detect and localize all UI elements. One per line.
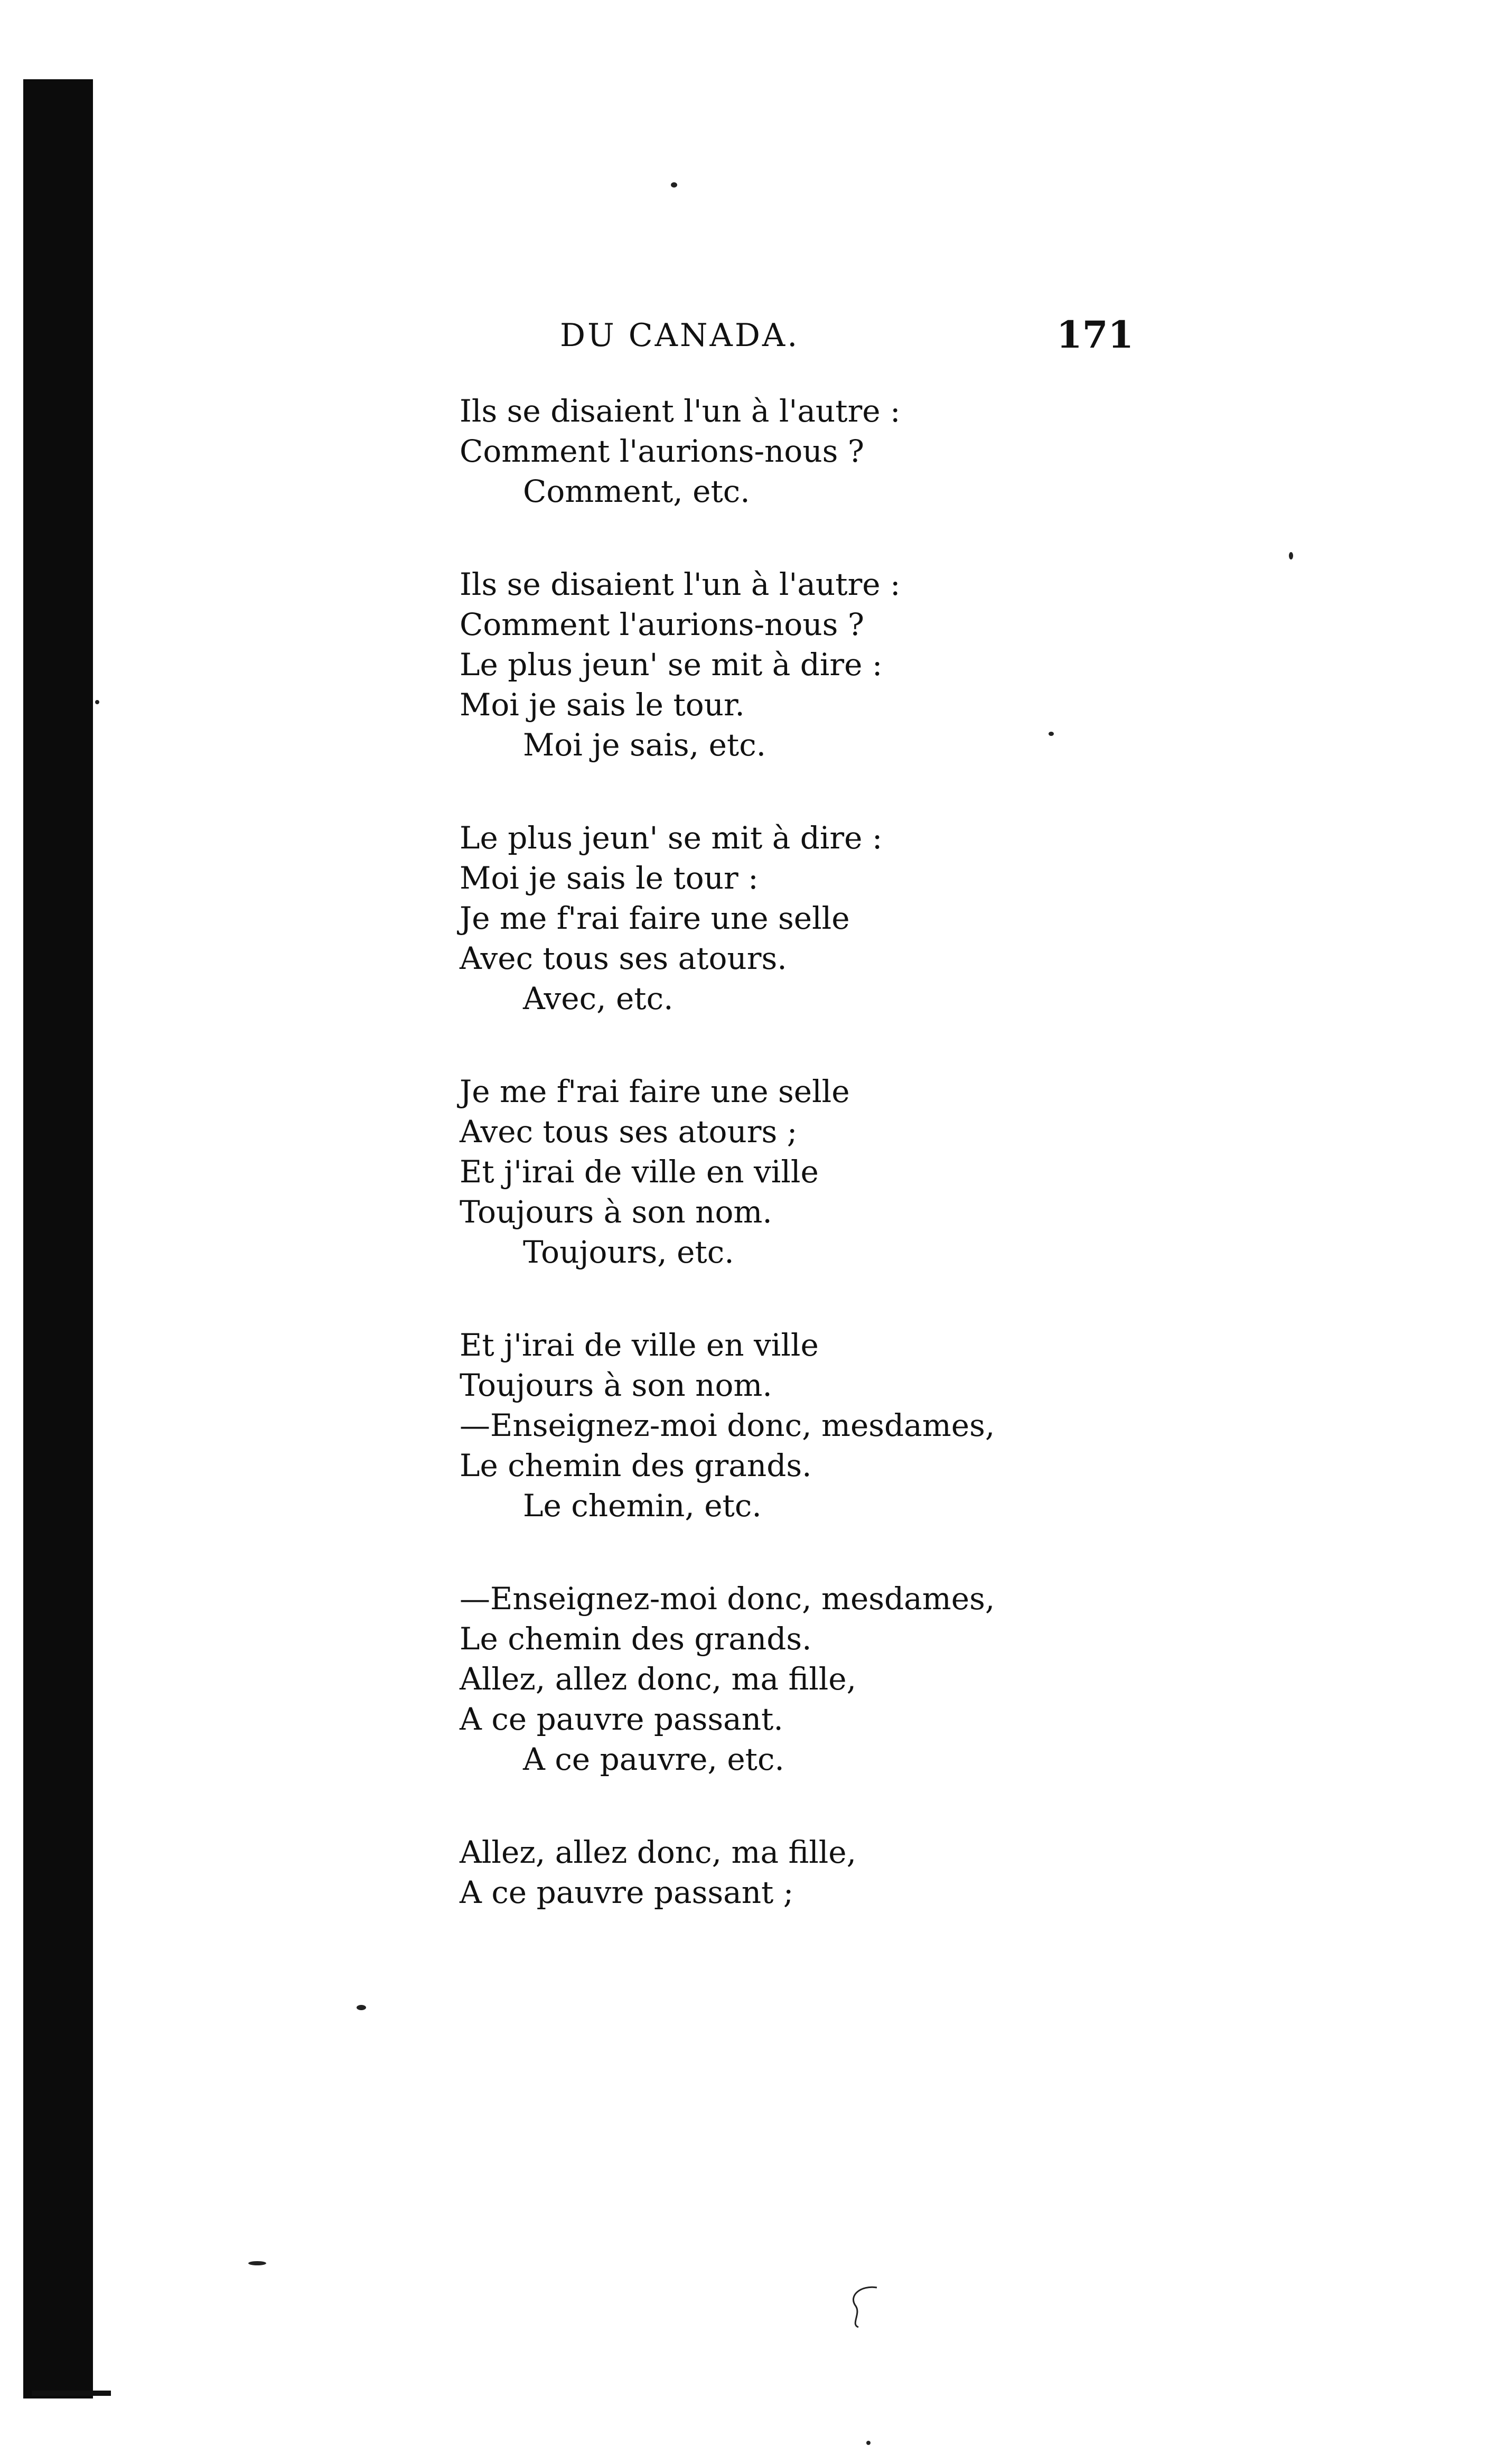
verse-line: Comment l'aurions-nous ? — [460, 433, 864, 469]
verse-line: Comment l'aurions-nous ? — [460, 606, 864, 642]
scan-speck — [357, 2005, 366, 2010]
verse-line: Le plus jeun' se mit à dire : — [460, 647, 883, 683]
refrain-line: A ce pauvre, etc. — [523, 1741, 784, 1777]
verse-line: Allez, allez donc, ma fille, — [460, 1661, 857, 1697]
pencil-mark — [845, 2282, 882, 2330]
binding-edge-foot — [32, 2391, 111, 2396]
verse-line: Le chemin des grands. — [460, 1448, 812, 1483]
verse-line: A ce pauvre passant ; — [460, 1874, 794, 1910]
scan-speck — [1289, 552, 1293, 559]
verse-line: A ce pauvre passant. — [460, 1701, 783, 1737]
stanza — [460, 391, 1146, 511]
page-number: 171 — [1056, 313, 1134, 357]
scan-speck — [866, 2441, 871, 2445]
verse-line: Ils se disaient l'un à l'autre : — [460, 393, 901, 429]
scan-speck — [1049, 732, 1054, 736]
scan-speck — [248, 2261, 266, 2265]
verse-line: —Enseignez-moi donc, mesdames, — [460, 1581, 995, 1617]
verse-line: —Enseignez-moi donc, mesdames, — [460, 1407, 995, 1443]
verse-line: Je me f'rai faire une selle — [460, 900, 850, 936]
refrain-line: Le chemin, etc. — [523, 1488, 762, 1524]
refrain-line: Avec, etc. — [523, 981, 674, 1016]
verse-line: Et j'irai de ville en ville — [460, 1327, 819, 1363]
refrain-line: Moi je sais, etc. — [523, 727, 766, 763]
stanza — [460, 818, 1146, 1019]
stanza — [460, 1325, 1146, 1526]
verse-line: Moi je sais le tour : — [460, 860, 759, 896]
verse-line: Avec tous ses atours. — [460, 940, 787, 976]
refrain-line: Comment, etc. — [523, 473, 750, 509]
verse-line: Avec tous ses atours ; — [460, 1114, 798, 1150]
scan-speck — [95, 700, 99, 704]
poem-body — [460, 391, 1146, 1912]
stanza — [460, 1832, 1146, 1912]
verse-line: Ils se disaient l'un à l'autre : — [460, 566, 901, 602]
verse-line: Le plus jeun' se mit à dire : — [460, 820, 883, 856]
verse-line: Je me f'rai faire une selle — [460, 1074, 850, 1109]
verse-line: Moi je sais le tour. — [460, 687, 745, 723]
stanza — [460, 564, 1146, 765]
verse-line: Le chemin des grands. — [460, 1621, 812, 1657]
verse-line: Toujours à son nom. — [460, 1194, 772, 1230]
verse-line: Allez, allez donc, ma fille, — [460, 1834, 857, 1870]
stanza — [460, 1071, 1146, 1272]
running-head: DU CANADA. — [560, 317, 800, 354]
verse-line: Et j'irai de ville en ville — [460, 1154, 819, 1190]
scan-speck — [671, 182, 677, 188]
binding-edge — [23, 79, 93, 2398]
verse-line: Toujours à son nom. — [460, 1367, 772, 1403]
stanza — [460, 1579, 1146, 1779]
refrain-line: Toujours, etc. — [523, 1234, 734, 1270]
